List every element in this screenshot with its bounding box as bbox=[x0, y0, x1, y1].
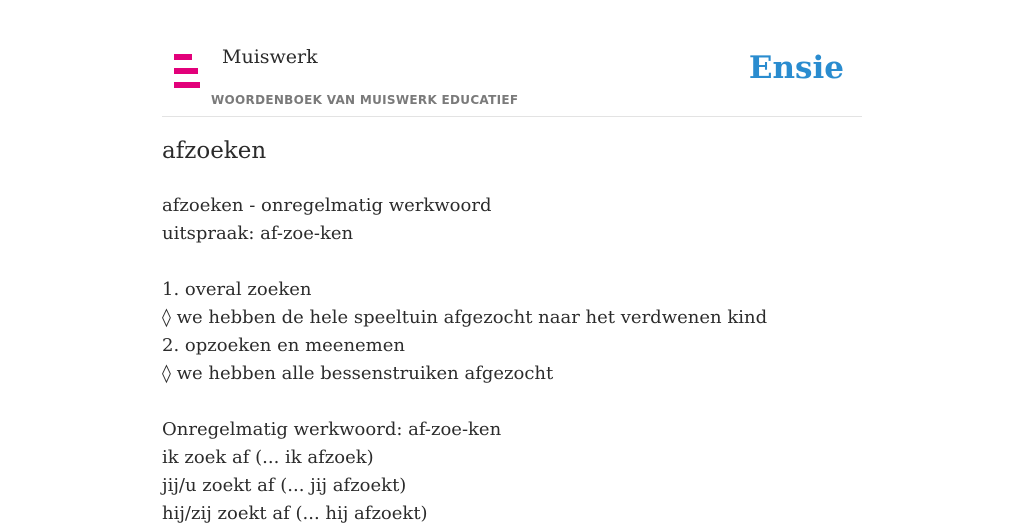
entry-line: Onregelmatig werkwoord: af-zoe-ken bbox=[162, 419, 502, 440]
entry-line: ◊ we hebben alle bessenstruiken afgezocht bbox=[162, 363, 554, 384]
entry-definition bbox=[162, 192, 862, 528]
muiswerk-logo-icon[interactable] bbox=[172, 54, 200, 88]
entry-line: ik zoek af (... ik afzoek) bbox=[162, 447, 374, 468]
entry-line: hij/zij zoekt af (... hij afzoekt) bbox=[162, 503, 428, 524]
entry-line: 1. overal zoeken bbox=[162, 279, 312, 300]
entry-line: 2. opzoeken en meenemen bbox=[162, 335, 405, 356]
site-header bbox=[162, 0, 862, 117]
entry-title: afzoeken bbox=[162, 138, 267, 164]
ensie-logo[interactable]: Ensie bbox=[748, 50, 844, 86]
entry-line: ◊ we hebben de hele speeltuin afgezocht naar het verdwenen kind bbox=[162, 307, 768, 328]
entry-line: jij/u zoekt af (... jij afzoekt) bbox=[162, 475, 407, 496]
entry-line: afzoeken - onregelmatig werkwoord bbox=[162, 195, 492, 216]
brand-name[interactable]: Muiswerk bbox=[222, 46, 318, 68]
blank-line bbox=[162, 388, 862, 416]
blank-line bbox=[162, 248, 862, 276]
entry-line: uitspraak: af-zoe-ken bbox=[162, 223, 354, 244]
dictionary-subtitle: WOORDENBOEK VAN MUISWERK EDUCATIEF bbox=[211, 93, 519, 107]
